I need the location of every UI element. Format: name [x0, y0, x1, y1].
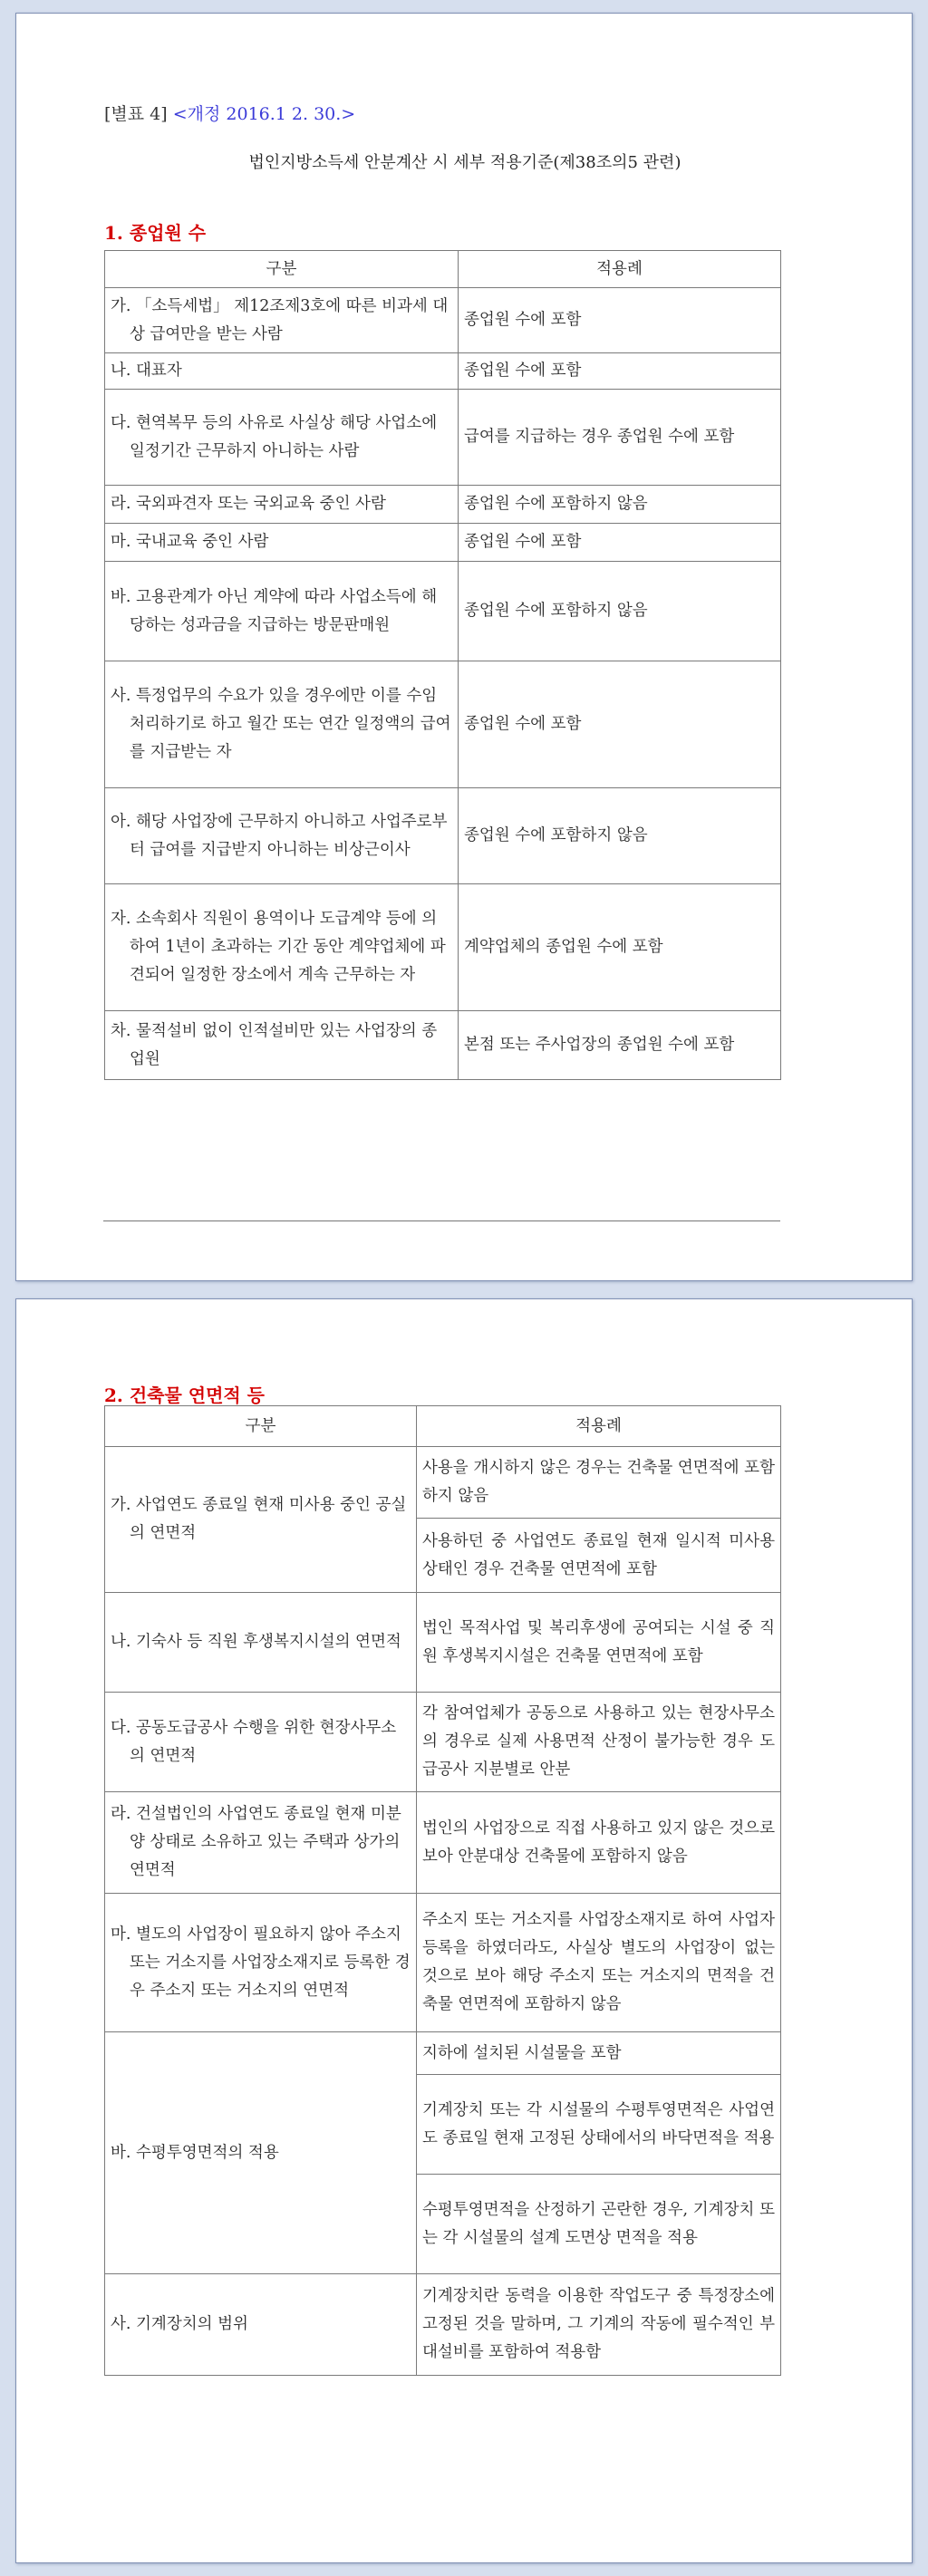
application-cell: 종업원 수에 포함 — [459, 661, 781, 788]
table-row — [105, 1011, 781, 1080]
category-cell: 라. 국외파견자 또는 국외교육 중인 사람 — [105, 486, 459, 524]
table-row — [105, 353, 781, 390]
category-cell: 가. 사업연도 종료일 현재 미사용 중인 공실의 연면적 — [105, 1447, 417, 1593]
col-header-category: 구분 — [105, 251, 459, 288]
category-cell: 나. 기숙사 등 직원 후생복지시설의 연면적 — [105, 1593, 417, 1693]
category-cell: 라. 건설법인의 사업연도 종료일 현재 미분양 상태로 소유하고 있는 주택과 상가의 연면적 — [105, 1792, 417, 1894]
application-cell: 수평투영면적을 산정하기 곤란한 경우, 기계장치 또는 각 시설물의 설계 도면상 면적을 적용 — [417, 2175, 781, 2274]
employee-count-table — [104, 250, 781, 1080]
table-row — [105, 884, 781, 1011]
application-cell: 종업원 수에 포함 — [459, 353, 781, 390]
category-cell: 마. 국내교육 중인 사람 — [105, 524, 459, 562]
application-cell: 종업원 수에 포함 — [459, 524, 781, 562]
category-cell: 나. 대표자 — [105, 353, 459, 390]
application-cell: 급여를 지급하는 경우 종업원 수에 포함 — [459, 390, 781, 486]
table-header-row — [105, 1406, 781, 1447]
table-row — [105, 788, 781, 884]
application-cell: 종업원 수에 포함하지 않음 — [459, 486, 781, 524]
category-cell: 사. 기계장치의 범위 — [105, 2274, 417, 2376]
category-cell: 다. 공동도급공사 수행을 위한 현장사무소의 연면적 — [105, 1693, 417, 1792]
application-cell: 계약업체의 종업원 수에 포함 — [459, 884, 781, 1011]
application-cell: 본점 또는 주사업장의 종업원 수에 포함 — [459, 1011, 781, 1080]
application-cell: 기계장치 또는 각 시설물의 수평투영면적은 사업연도 종료일 현재 고정된 상태에서의 바닥면적을 적용 — [417, 2075, 781, 2175]
section-1-title: 1. 종업원 수 — [104, 222, 207, 244]
section-2-title: 2. 건축물 연면적 등 — [104, 1384, 266, 1406]
table-row — [105, 1593, 781, 1693]
application-cell: 각 참여업체가 공동으로 사용하고 있는 현장사무소의 경우로 실제 사용면적 산정이 불가능한 경우 도급공사 지분별로 안분 — [417, 1693, 781, 1792]
col-header-application: 적용례 — [417, 1406, 781, 1447]
table-header-row — [105, 251, 781, 288]
table-row — [105, 524, 781, 562]
col-header-category: 구분 — [105, 1406, 417, 1447]
table-row — [105, 390, 781, 486]
table-row — [105, 562, 781, 661]
application-cell: 주소지 또는 거소지를 사업장소재지로 하여 사업자등록을 하였더라도, 사실상 별도의 사업장이 없는 것으로 보아 해당 주소지 또는 거소지의 면적을 건축물 연면적에 포함하지 않음 — [417, 1894, 781, 2032]
category-cell: 차. 물적설비 없이 인적설비만 있는 사업장의 종업원 — [105, 1011, 459, 1080]
table-row — [105, 1792, 781, 1894]
appendix-header — [104, 101, 355, 125]
category-cell: 사. 특정업무의 수요가 있을 경우에만 이를 수임 처리하기로 하고 월간 또는 연간 일정액의 급여를 지급받는 자 — [105, 661, 459, 788]
application-cell: 법인의 사업장으로 직접 사용하고 있지 않은 것으로 보아 안분대상 건축물에 포함하지 않음 — [417, 1792, 781, 1894]
application-cell: 종업원 수에 포함하지 않음 — [459, 562, 781, 661]
table-row — [105, 2032, 781, 2075]
document-title: 법인지방소득세 안분계산 시 세부 적용기준(제38조의5 관련) — [248, 153, 682, 172]
application-cell: 사용을 개시하지 않은 경우는 건축물 연면적에 포함하지 않음 — [417, 1447, 781, 1519]
table-row — [105, 1894, 781, 2032]
category-cell: 바. 고용관계가 아닌 계약에 따라 사업소득에 해당하는 성과금을 지급하는 방문판매원 — [105, 562, 459, 661]
category-cell: 아. 해당 사업장에 근무하지 아니하고 사업주로부터 급여를 지급받지 아니하는 비상근이사 — [105, 788, 459, 884]
page-divider — [103, 1220, 780, 1221]
application-cell: 기계장치란 동력을 이용한 작업도구 중 특정장소에 고정된 것을 말하며, 그 기계의 작동에 필수적인 부대설비를 포함하여 적용함 — [417, 2274, 781, 2376]
category-cell: 가. 「소득세법」 제12조제3호에 따른 비과세 대상 급여만을 받는 사람 — [105, 288, 459, 353]
category-cell: 다. 현역복무 등의 사유로 사실상 해당 사업소에 일정기간 근무하지 아니하는 사람 — [105, 390, 459, 486]
appendix-label: [별표 4] — [104, 104, 168, 124]
table-row — [105, 1693, 781, 1792]
building-area-table — [104, 1405, 781, 2376]
col-header-application: 적용례 — [459, 251, 781, 288]
revision-note: <개정 2016.1 2. 30.> — [172, 104, 356, 124]
table-row — [105, 288, 781, 353]
application-cell: 지하에 설치된 시설물을 포함 — [417, 2032, 781, 2075]
document-page-1 — [15, 13, 913, 1281]
table-row — [105, 661, 781, 788]
document-page-2 — [15, 1298, 913, 2563]
table-row — [105, 486, 781, 524]
category-cell: 자. 소속회사 직원이 용역이나 도급계약 등에 의하여 1년이 초과하는 기간 동안 계약업체에 파견되어 일정한 장소에서 계속 근무하는 자 — [105, 884, 459, 1011]
application-cell: 법인 목적사업 및 복리후생에 공여되는 시설 중 직원 후생복지시설은 건축물 연면적에 포함 — [417, 1593, 781, 1693]
application-cell: 사용하던 중 사업연도 종료일 현재 일시적 미사용 상태인 경우 건축물 연면적에 포함 — [417, 1519, 781, 1593]
application-cell: 종업원 수에 포함 — [459, 288, 781, 353]
table-row — [105, 2274, 781, 2376]
table-row — [105, 1447, 781, 1519]
category-cell: 마. 별도의 사업장이 필요하지 않아 주소지 또는 거소지를 사업장소재지로 등록한 경우 주소지 또는 거소지의 연면적 — [105, 1894, 417, 2032]
application-cell: 종업원 수에 포함하지 않음 — [459, 788, 781, 884]
category-cell: 바. 수평투영면적의 적용 — [105, 2032, 417, 2274]
